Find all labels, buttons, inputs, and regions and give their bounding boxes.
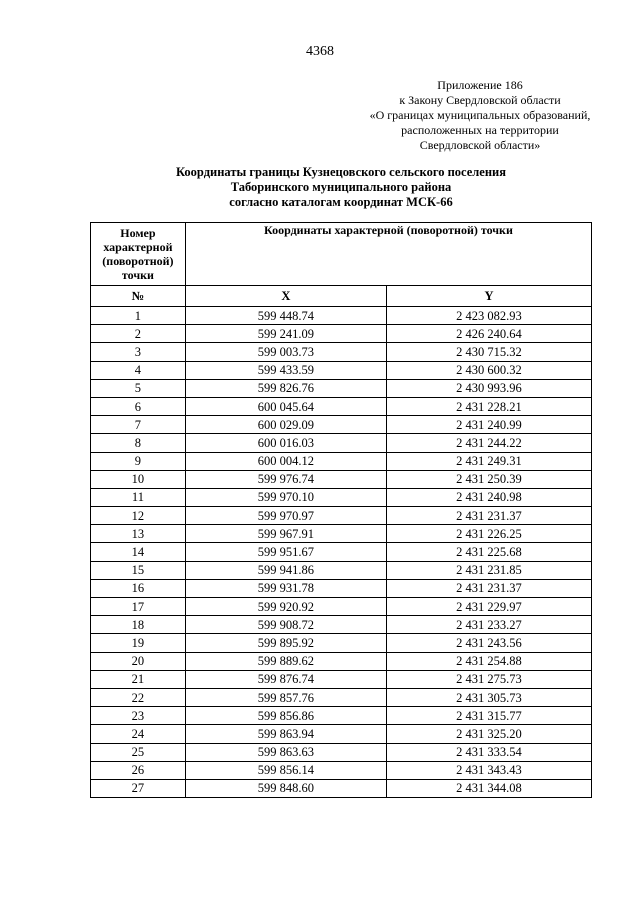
cell-point-number: 5: [91, 379, 186, 397]
table-row: [91, 598, 592, 616]
cell-x: 599 863.94: [185, 725, 386, 743]
cell-point-number: 6: [91, 397, 186, 415]
header-point-number: Номер характерной (поворотной) точки: [91, 223, 186, 286]
cell-x: 599 951.67: [185, 543, 386, 561]
cell-x: 600 045.64: [185, 397, 386, 415]
appendix-line: «О границах муниципальных образований,: [369, 108, 591, 122]
cell-y: 2 430 993.96: [386, 379, 591, 397]
cell-point-number: 4: [91, 361, 186, 379]
cell-y: 2 431 333.54: [386, 743, 591, 761]
cell-y: 2 431 343.43: [386, 761, 591, 779]
cell-x: 599 003.73: [185, 343, 386, 361]
table-row: [91, 725, 592, 743]
cell-y: 2 431 275.73: [386, 670, 591, 688]
cell-point-number: 22: [91, 688, 186, 706]
cell-y: 2 431 233.27: [386, 616, 591, 634]
cell-point-number: 16: [91, 579, 186, 597]
table-row: [91, 525, 592, 543]
table-body: [91, 307, 592, 798]
cell-y: 2 423 082.93: [386, 307, 591, 325]
table-row: [91, 652, 592, 670]
table-row: [91, 307, 592, 325]
cell-y: 2 431 325.20: [386, 725, 591, 743]
cell-x: 599 967.91: [185, 525, 386, 543]
cell-x: 599 857.76: [185, 688, 386, 706]
cell-y: 2 431 254.88: [386, 652, 591, 670]
cell-x: 599 970.10: [185, 488, 386, 506]
appendix-line: Свердловской области»: [419, 138, 541, 152]
cell-y: 2 431 305.73: [386, 688, 591, 706]
cell-y: 2 431 229.97: [386, 598, 591, 616]
cell-x: 599 931.78: [185, 579, 386, 597]
cell-point-number: 12: [91, 507, 186, 525]
cell-point-number: 19: [91, 634, 186, 652]
table-row: [91, 707, 592, 725]
cell-y: 2 431 231.85: [386, 561, 591, 579]
cell-point-number: 15: [91, 561, 186, 579]
table-row: [91, 325, 592, 343]
cell-y: 2 431 315.77: [386, 707, 591, 725]
header-coordinates: Координаты характерной (поворотной) точки: [185, 223, 591, 286]
cell-x: 599 448.74: [185, 307, 386, 325]
cell-point-number: 10: [91, 470, 186, 488]
cell-y: 2 431 240.99: [386, 416, 591, 434]
appendix-line: Приложение 186: [437, 78, 523, 92]
cell-point-number: 25: [91, 743, 186, 761]
table-row: [91, 761, 592, 779]
cell-x: 599 976.74: [185, 470, 386, 488]
cell-point-number: 3: [91, 343, 186, 361]
table-row: [91, 343, 592, 361]
cell-x: 599 856.14: [185, 761, 386, 779]
cell-x: 599 863.63: [185, 743, 386, 761]
table-row: [91, 416, 592, 434]
cell-x: 599 826.76: [185, 379, 386, 397]
cell-point-number: 1: [91, 307, 186, 325]
header-col-x: X: [185, 286, 386, 307]
cell-point-number: 2: [91, 325, 186, 343]
cell-point-number: 7: [91, 416, 186, 434]
cell-x: 599 856.86: [185, 707, 386, 725]
cell-y: 2 431 244.22: [386, 434, 591, 452]
cell-y: 2 431 249.31: [386, 452, 591, 470]
title-line: согласно каталогам координат МСК-66: [229, 195, 453, 209]
table-row: [91, 470, 592, 488]
table-row: [91, 579, 592, 597]
cell-y: 2 431 240.98: [386, 488, 591, 506]
cell-point-number: 23: [91, 707, 186, 725]
cell-x: 599 876.74: [185, 670, 386, 688]
appendix-line: расположенных на территории: [401, 123, 559, 137]
cell-x: 599 920.92: [185, 598, 386, 616]
cell-point-number: 9: [91, 452, 186, 470]
cell-y: 2 431 225.68: [386, 543, 591, 561]
appendix-reference: [330, 78, 630, 153]
cell-point-number: 24: [91, 725, 186, 743]
cell-x: 599 848.60: [185, 779, 386, 797]
cell-x: 600 016.03: [185, 434, 386, 452]
table-row: [91, 688, 592, 706]
cell-point-number: 8: [91, 434, 186, 452]
table-row: [91, 434, 592, 452]
cell-point-number: 20: [91, 652, 186, 670]
cell-point-number: 14: [91, 543, 186, 561]
title-line: Координаты границы Кузнецовского сельского поселения: [175, 165, 507, 179]
cell-y: 2 430 600.32: [386, 361, 591, 379]
cell-point-number: 27: [91, 779, 186, 797]
cell-point-number: 18: [91, 616, 186, 634]
cell-y: 2 431 344.08: [386, 779, 591, 797]
table-row: [91, 379, 592, 397]
cell-x: 600 004.12: [185, 452, 386, 470]
title-line: Таборинского муниципального района: [230, 180, 452, 194]
table-row: [91, 543, 592, 561]
table-row: [91, 488, 592, 506]
cell-x: 599 433.59: [185, 361, 386, 379]
page-number: 4368: [306, 44, 334, 59]
cell-y: 2 430 715.32: [386, 343, 591, 361]
cell-point-number: 13: [91, 525, 186, 543]
header-col-y: Y: [386, 286, 591, 307]
table-row: [91, 670, 592, 688]
table-row: [91, 361, 592, 379]
cell-y: 2 426 240.64: [386, 325, 591, 343]
cell-point-number: 17: [91, 598, 186, 616]
cell-point-number: 21: [91, 670, 186, 688]
cell-y: 2 431 228.21: [386, 397, 591, 415]
table-row: [91, 397, 592, 415]
cell-x: 599 908.72: [185, 616, 386, 634]
table-row: [91, 779, 592, 797]
table-row: [91, 634, 592, 652]
cell-y: 2 431 231.37: [386, 579, 591, 597]
table-row: [91, 743, 592, 761]
cell-x: 599 895.92: [185, 634, 386, 652]
table-row: [91, 561, 592, 579]
cell-y: 2 431 250.39: [386, 470, 591, 488]
table-row: [91, 507, 592, 525]
header-col-num: №: [91, 286, 186, 307]
cell-y: 2 431 226.25: [386, 525, 591, 543]
cell-x: 599 889.62: [185, 652, 386, 670]
document-title: [90, 165, 592, 210]
coordinates-table: [90, 222, 592, 798]
cell-point-number: 11: [91, 488, 186, 506]
cell-point-number: 26: [91, 761, 186, 779]
table-row: [91, 616, 592, 634]
cell-x: 599 970.97: [185, 507, 386, 525]
cell-y: 2 431 243.56: [386, 634, 591, 652]
cell-y: 2 431 231.37: [386, 507, 591, 525]
table-row: [91, 452, 592, 470]
appendix-line: к Закону Свердловской области: [399, 93, 561, 107]
cell-x: 599 241.09: [185, 325, 386, 343]
cell-x: 600 029.09: [185, 416, 386, 434]
cell-x: 599 941.86: [185, 561, 386, 579]
